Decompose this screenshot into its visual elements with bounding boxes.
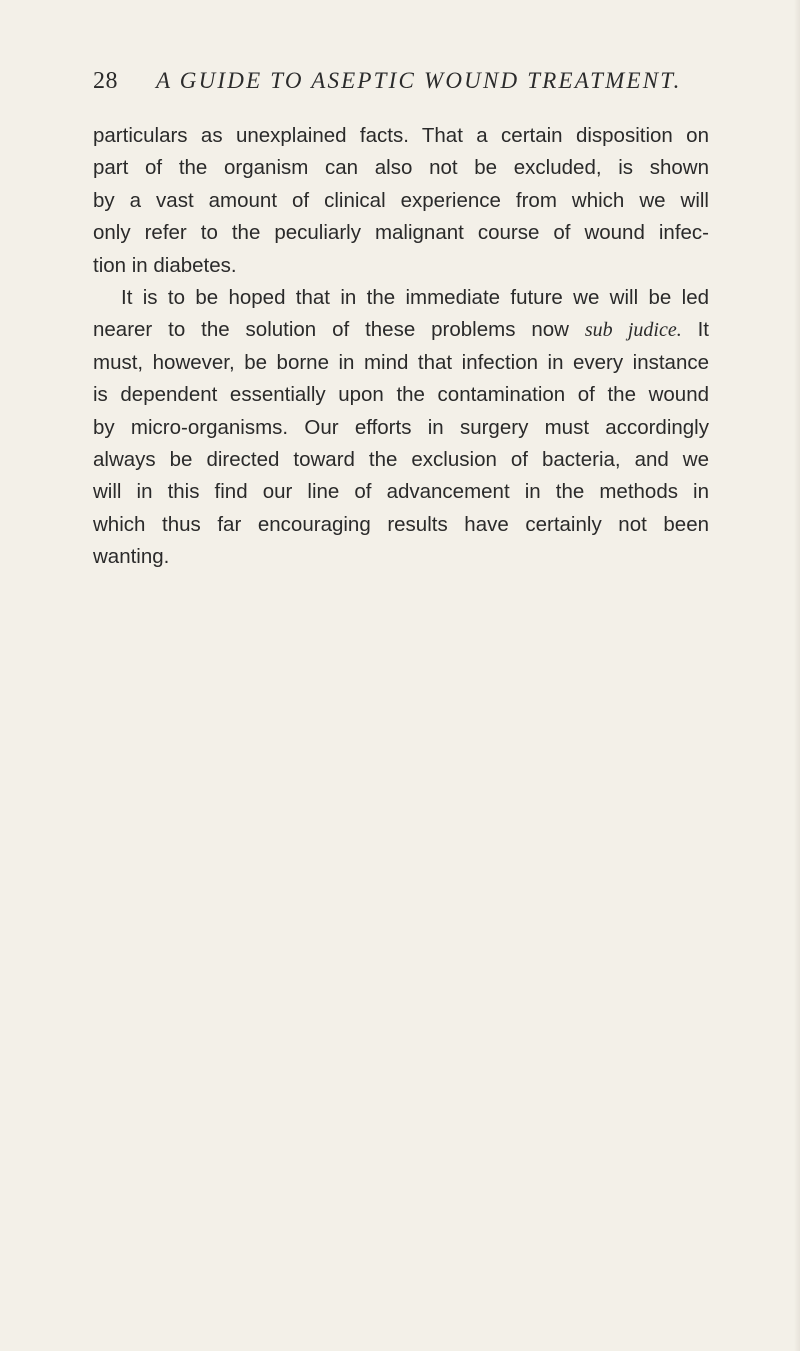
page-number: 28: [93, 68, 118, 94]
paragraph-2-line-7: will in this find our line of advancement in the methods in: [93, 480, 709, 504]
body-text: [93, 120, 709, 573]
paragraph-2-line-5: by micro-organisms. Our efforts in surgery must accordingly: [93, 415, 709, 439]
paragraph-2-line-8: which thus far encouraging results have certainly not been: [93, 512, 709, 536]
page-header: [93, 68, 713, 102]
paragraph-1-line-5: tion in diabetes.: [93, 253, 237, 277]
paragraph-2-line-4: is dependent essentially upon the contamination of the wound: [93, 383, 709, 407]
running-head: A GUIDE TO ASEPTIC WOUND TREATMENT.: [156, 68, 682, 93]
paragraph-2-line-2: [93, 314, 709, 346]
paragraph-2-line-2-start: nearer to the solution of these problems now: [93, 318, 585, 342]
paragraph-1-line-4: only refer to the peculiarly malignant course of wound infec-: [93, 221, 709, 245]
paragraph-2-line-9: wanting.: [93, 545, 170, 569]
paragraph-2-line-1: It is to be hoped that in the immediate future we will be led: [121, 285, 709, 309]
paragraph-1-line-3: by a vast amount of clinical experience from which we will: [93, 188, 709, 212]
page-edge: [794, 0, 800, 1351]
paragraph-1-line-2: part of the organism can also not be excluded, is shown: [93, 156, 709, 180]
latin-phrase: sub judice.: [584, 319, 682, 342]
paragraph-2-line-3: must, however, be borne in mind that infection in every instance: [93, 350, 709, 374]
paragraph-2-line-6: always be directed toward the exclusion of bacteria, and we: [93, 447, 709, 471]
paragraph-1-line-1: particulars as unexplained facts. That a certain disposition on: [93, 124, 709, 147]
paragraph-2-line-2-end: It: [681, 318, 709, 342]
